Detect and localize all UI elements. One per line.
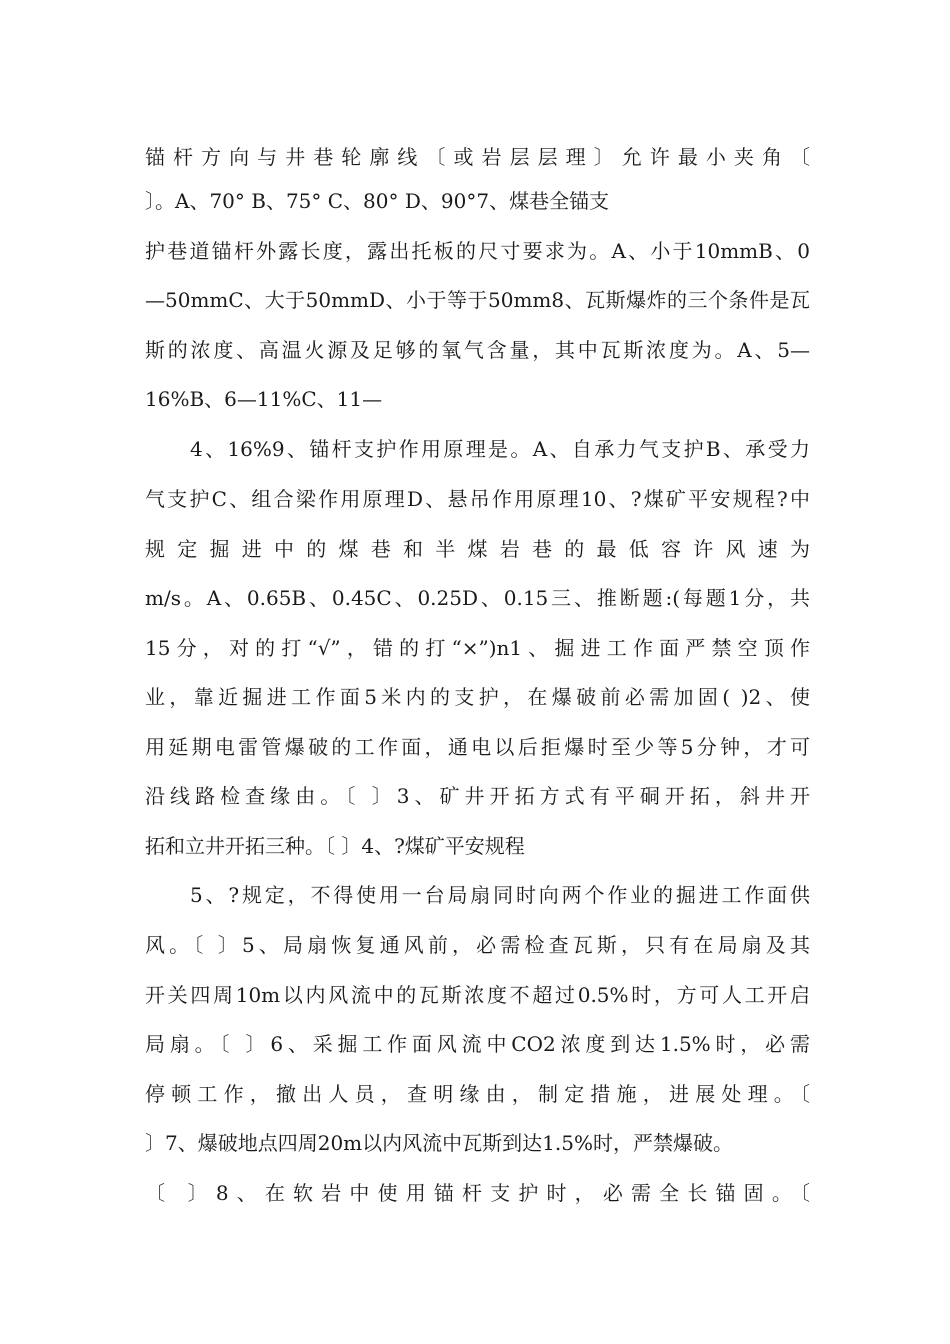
- text-line-4: —50mmC、大于50mmD、小于等于50mm8、瓦斯爆炸的三个条件是瓦: [145, 288, 810, 312]
- text-line-21: 〕7、爆破地点四周20m以内风流中瓦斯到达1.5%时，严禁爆破。: [145, 1131, 733, 1155]
- text-line-10: m/s。A、0.65B、0.45C、0.25D、0.15三、推断题:(每题1分，共: [145, 586, 810, 610]
- text-line-8: 气支护C、组合梁作用原理D、悬吊作用原理10、?煤矿平安规程?中: [145, 487, 810, 511]
- text-line-11: 15分，对的打“√”，错的打“×”)n1、掘进工作面严禁空顶作: [145, 636, 810, 660]
- text-line-17: 风。〔 〕5、局扇恢复通风前，必需检查瓦斯，只有在局扇及其: [145, 933, 810, 957]
- text-line-1: 锚杆方向与井巷轮廓线〔或岩层层理〕允许最小夹角〔: [145, 145, 810, 169]
- text-line-15: 拓和立井开拓三种。〔 〕4、?煤矿平安规程: [145, 834, 525, 858]
- text-line-7: 4、16%9、锚杆支护作用原理是。A、自承力气支护B、承受力: [190, 437, 810, 461]
- text-line-20: 停顿工作，撤出人员，查明缘由，制定措施，进展处理。〔: [145, 1082, 810, 1106]
- text-line-5: 斯的浓度、高温火源及足够的氧气含量，其中瓦斯浓度为。A、5—: [145, 338, 810, 362]
- text-line-18: 开关四周10m以内风流中的瓦斯浓度不超过0.5%时，方可人工开启: [145, 983, 810, 1007]
- text-line-6: 16%B、6—11%C、11—: [145, 387, 383, 411]
- text-line-3: 护巷道锚杆外露长度，露出托板的尺寸要求为。A、小于10mmB、0: [145, 239, 810, 263]
- text-line-9: 规定掘进中的煤巷和半煤岩巷的最低容许风速为: [145, 537, 810, 561]
- text-line-16: 5、?规定，不得使用一台局扇同时向两个作业的掘进工作面供: [190, 883, 810, 907]
- text-line-12: 业，靠近掘进工作面5米内的支护，在爆破前必需加固( )2、使: [145, 685, 810, 709]
- text-line-2: 〕。A、70° B、75° C、80° D、90°7、煤巷全锚支: [145, 189, 610, 213]
- text-line-14: 沿线路检查缘由。〔 〕3、矿井开拓方式有平硐开拓，斜井开: [145, 784, 810, 808]
- text-line-19: 局扇。〔 〕6、采掘工作面风流中CO2浓度到达1.5%时，必需: [145, 1032, 810, 1056]
- text-line-22: 〔 〕8、在软岩中使用锚杆支护时，必需全长锚固。〔: [145, 1181, 810, 1205]
- text-line-13: 用延期电雷管爆破的工作面，通电以后拒爆时至少等5分钟，才可: [145, 735, 810, 759]
